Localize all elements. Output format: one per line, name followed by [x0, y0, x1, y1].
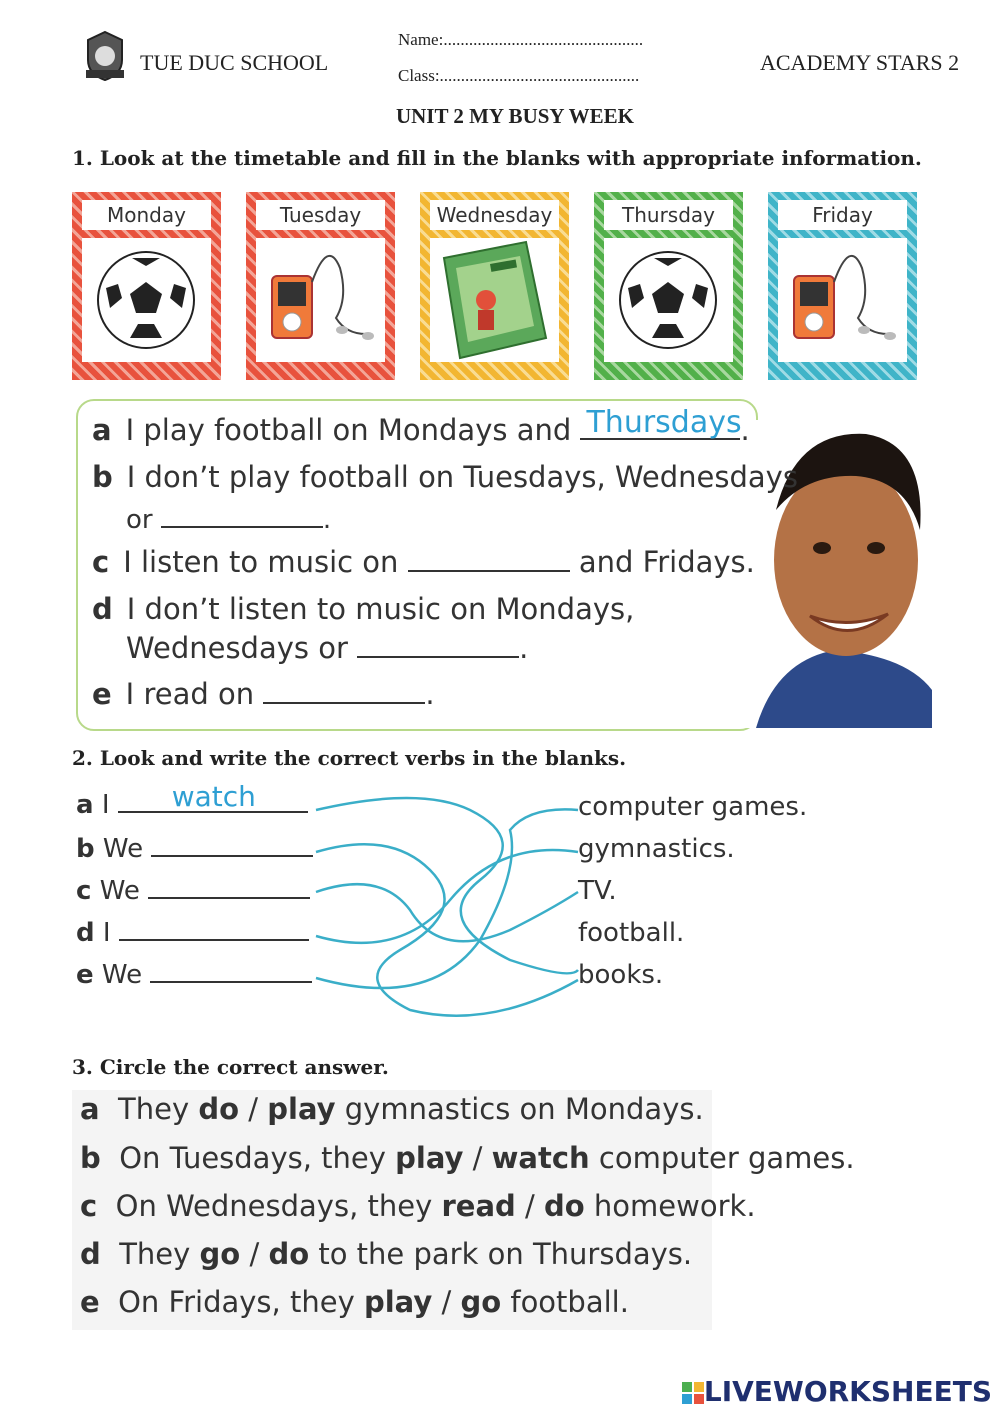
series-name: ACADEMY STARS 2	[760, 50, 960, 75]
option-2[interactable]: watch	[491, 1141, 590, 1175]
ex1-item-a: a I play football on Mondays and Thursdays .	[92, 405, 750, 447]
answer-blank[interactable]	[580, 405, 742, 440]
ex2-option: football.	[578, 918, 685, 948]
option-1[interactable]: read	[441, 1189, 516, 1223]
ex2-option: computer games.	[578, 792, 808, 822]
book-icon	[430, 238, 559, 362]
day-card-friday	[768, 192, 917, 380]
school-logo	[82, 30, 128, 82]
ex3-item-d: d They go / do to the park on Thursdays.	[80, 1237, 693, 1271]
day-card-wednesday	[420, 192, 569, 380]
option-2[interactable]: go	[460, 1285, 502, 1319]
unit-title: UNIT 2 MY BUSY WEEK	[395, 104, 635, 128]
answer-blank[interactable]	[263, 676, 425, 704]
mp3-player-icon	[778, 238, 907, 362]
answer-blank[interactable]	[148, 877, 310, 899]
answer-blank[interactable]	[119, 919, 309, 941]
ex1-item-d-cont: Wednesdays or .	[126, 631, 529, 665]
option-2[interactable]: do	[268, 1237, 310, 1271]
day-label: Friday	[778, 200, 907, 230]
day-label: Tuesday	[256, 200, 385, 230]
answer-blank[interactable]	[150, 961, 312, 983]
tangled-lines	[310, 790, 582, 1030]
ex3-item-c: c On Wednesdays, they read / do homework.	[80, 1189, 756, 1223]
liveworksheets-logo: LIVEWORKSHEETS	[682, 1375, 992, 1408]
ex1-item-b: b I don’t play football on Tuesdays, Wednesdays	[92, 460, 798, 494]
class-field[interactable]: Class:...............................................	[398, 66, 640, 85]
mp3-player-icon	[256, 238, 385, 362]
ex1-item-d: d I don’t listen to music on Mondays,	[92, 592, 635, 626]
ex1-item-b-cont: or .	[126, 500, 331, 535]
filled-answer: Thursdays	[586, 405, 742, 440]
day-label: Wednesday	[430, 200, 559, 230]
option-1[interactable]: play	[363, 1285, 433, 1319]
exercise-1-title: 1. Look at the timetable and fill in the blanks with appropriate information.	[72, 146, 922, 170]
ex2-option: books.	[578, 960, 664, 990]
ex2-item-a: a I watch	[76, 790, 308, 820]
football-icon	[82, 238, 211, 362]
ex2-item-d: d I	[76, 918, 309, 948]
ex3-item-a: a They do / play gymnastics on Mondays.	[80, 1092, 704, 1126]
exercise-2-title: 2. Look and write the correct verbs in the blanks.	[72, 746, 627, 770]
option-2[interactable]: play	[267, 1092, 336, 1126]
football-icon	[604, 238, 733, 362]
answer-blank[interactable]	[408, 544, 570, 572]
liveworksheets-icon	[682, 1382, 704, 1404]
answer-blank[interactable]	[151, 835, 313, 857]
filled-answer: watch	[171, 780, 256, 813]
ex2-option: TV.	[578, 876, 617, 906]
ex1-item-c: c I listen to music on and Fridays.	[92, 545, 755, 579]
ex3-item-b: b On Tuesdays, they play / watch computer games.	[80, 1141, 855, 1175]
ex2-option: gymnastics.	[578, 834, 735, 864]
day-label: Monday	[82, 200, 211, 230]
answer-blank[interactable]	[161, 500, 323, 528]
ex1-item-e: e I read on .	[92, 677, 435, 711]
ex3-item-e: e On Fridays, they play / go football.	[80, 1285, 629, 1319]
name-field[interactable]: Name:...............................................	[398, 30, 644, 49]
option-2[interactable]: do	[544, 1189, 585, 1223]
ex2-item-b: b We	[76, 834, 313, 864]
option-1[interactable]: do	[198, 1092, 240, 1126]
day-card-tuesday	[246, 192, 395, 380]
exercise-3-title: 3. Circle the correct answer.	[72, 1055, 389, 1079]
answer-blank[interactable]	[357, 630, 519, 658]
day-label: Thursday	[604, 200, 733, 230]
school-name: TUE DUC SCHOOL	[140, 50, 329, 75]
ex2-item-c: c We	[76, 876, 310, 906]
day-card-monday	[72, 192, 221, 380]
option-1[interactable]: play	[395, 1141, 464, 1175]
day-card-thursday	[594, 192, 743, 380]
ex2-item-e: e We	[76, 960, 312, 990]
option-1[interactable]: go	[199, 1237, 241, 1271]
